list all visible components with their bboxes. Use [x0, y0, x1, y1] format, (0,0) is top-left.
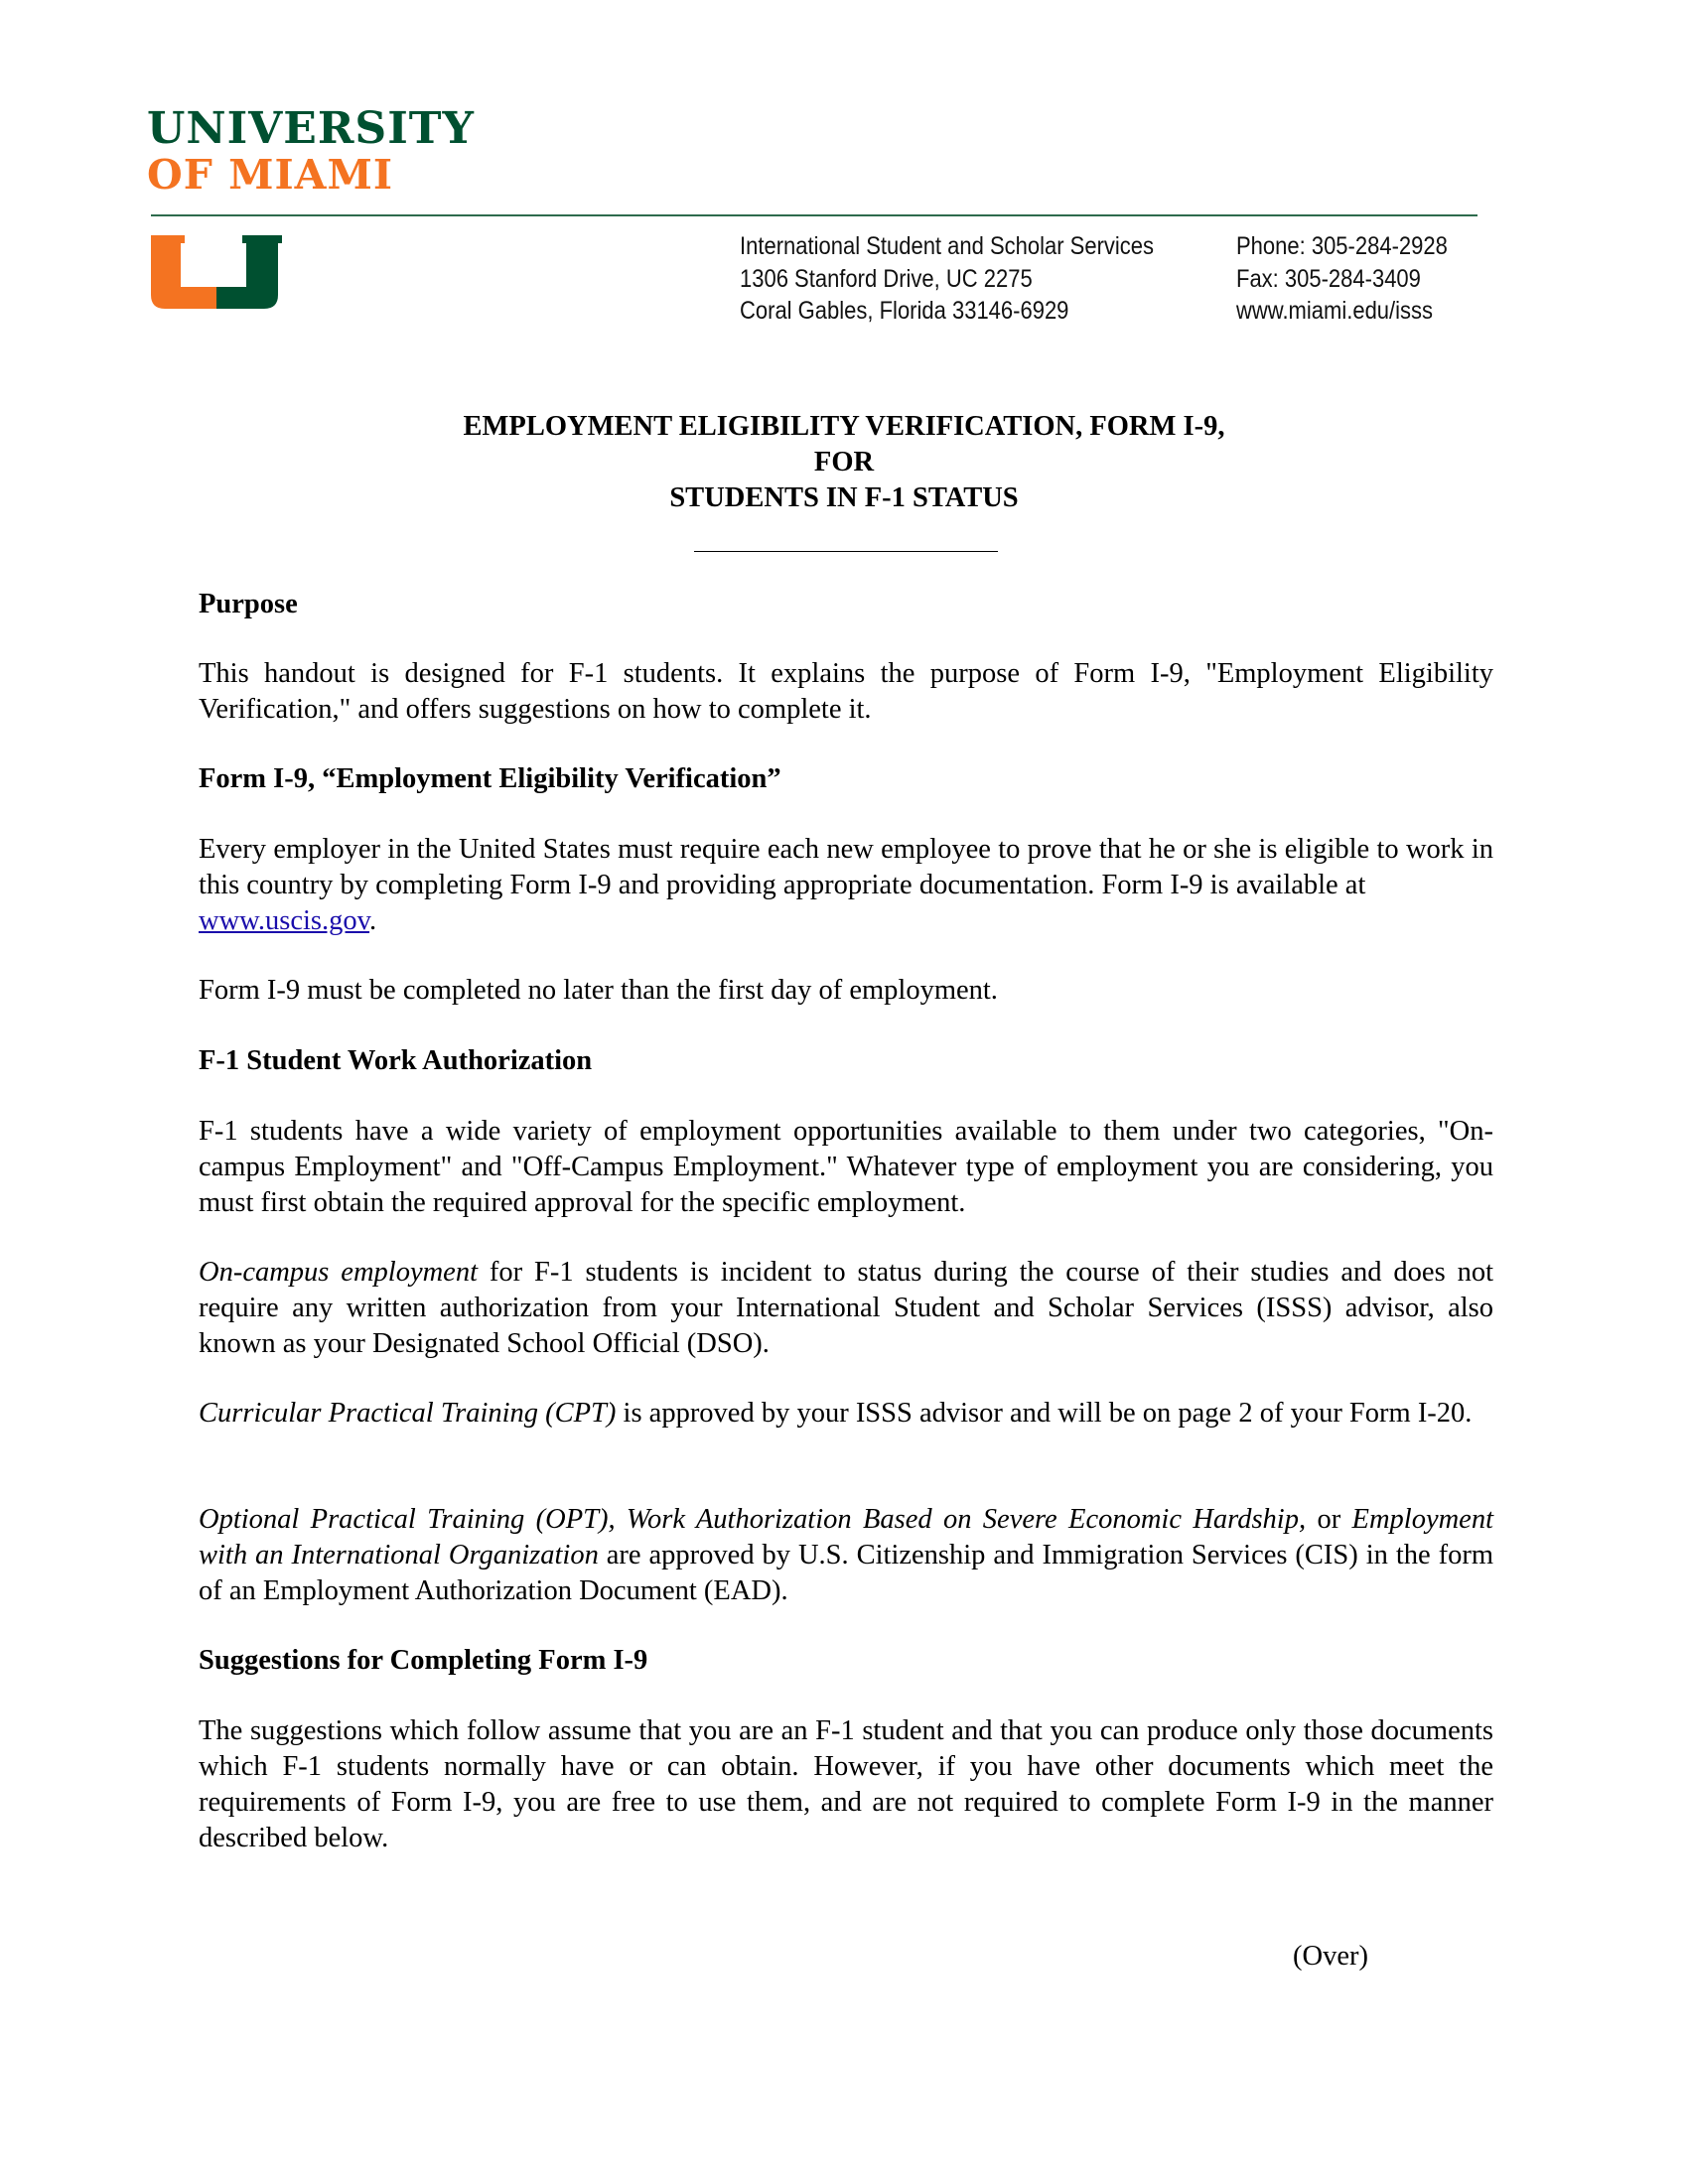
document-title	[0, 409, 1688, 516]
work-auth-paragraph: F-1 students have a wide variety of employment opportunities available to them under two categories, "On-campus Employment" and "Off-Campus Employment." Whatever type of employment you are considering, you must first obtain the required approval for the specific employment.	[199, 1116, 1493, 1218]
section-form-i9	[199, 761, 1493, 797]
cpt-text: is approved by your ISSS advisor and will be on page 2 of your Form I-20.	[616, 1398, 1473, 1429]
cpt-term: Curricular Practical Training (CPT)	[199, 1398, 617, 1429]
opt-paragraph	[199, 1502, 1493, 1609]
office-address-block	[740, 230, 1154, 328]
form-i9-deadline: Form I-9 must be completed no later than the first day of employment.	[199, 975, 998, 1006]
title-line-2: FOR	[813, 447, 875, 478]
suggestions-paragraph-block	[199, 1713, 1493, 1856]
section-purpose	[199, 587, 1493, 622]
office-city: Coral Gables, Florida 33146-6929	[740, 297, 1069, 325]
section-work-authorization	[199, 1043, 1493, 1079]
opt-text: are approved by U.S. Citizenship and Immigration Services (CIS) in the form of an Employment Authorization Document (EAD).	[199, 1540, 1493, 1606]
uscis-link[interactable]: www.uscis.gov	[199, 905, 370, 936]
form-i9-deadline-block	[199, 973, 1493, 1009]
purpose-paragraph: This handout is designed for F-1 students. It explains the purpose of Form I-9, "Employment Eligibility Verification," and offers suggestions on how to complete it.	[199, 658, 1493, 725]
form-i9-paragraph	[199, 832, 1493, 939]
opt-or: or	[1306, 1504, 1352, 1535]
purpose-paragraph-block	[199, 656, 1493, 728]
header-divider	[151, 214, 1477, 216]
phone-number: Phone: 305-284-2928	[1236, 232, 1448, 260]
work-auth-heading: F-1 Student Work Authorization	[199, 1045, 593, 1076]
fax-number: Fax: 305-284-3409	[1236, 264, 1421, 293]
suggestions-heading: Suggestions for Completing Form I-9	[199, 1645, 648, 1676]
contact-info-block	[1236, 230, 1448, 328]
over-page-indicator: (Over)	[1293, 1941, 1368, 1972]
purpose-heading: Purpose	[199, 589, 298, 619]
form-i9-paragraph-text: Every employer in the United States must require each new employee to prove that he or she is eligible to work in this country by completing Form I-9 and providing appropriate documentation. Form I-9 is available at	[199, 834, 1493, 900]
form-i9-paragraph-block	[199, 832, 1493, 939]
oncampus-term: On-campus employment	[199, 1257, 478, 1288]
uscis-link-suffix: .	[369, 905, 377, 936]
university-logo-wordmark	[147, 103, 475, 199]
oncampus-paragraph-block	[199, 1255, 1493, 1362]
logo-line-of-miami: OF MIAMI	[147, 151, 394, 199]
title-underline	[694, 551, 998, 552]
section-suggestions	[199, 1643, 1493, 1679]
u-logo-icon	[151, 235, 282, 309]
opt-term: Optional Practical Training (OPT), Work Authorization Based on Severe Economic Hardship,	[199, 1504, 1307, 1535]
website-address: www.miami.edu/isss	[1236, 297, 1434, 325]
suggestions-paragraph: The suggestions which follow assume that you are an F-1 student and that you can produce only those documents which F-1 students normally have or can obtain. However, if you have other documents which meet the requirements of Form I-9, you are free to use them, and are not required to complete Form I-9 in the manner described below.	[199, 1715, 1493, 1853]
office-street: 1306 Stanford Drive, UC 2275	[740, 264, 1033, 293]
oncampus-paragraph	[199, 1255, 1493, 1362]
office-name: International Student and Scholar Services	[740, 232, 1155, 260]
cpt-paragraph-block	[199, 1396, 1493, 1432]
cpt-paragraph	[199, 1396, 1493, 1432]
work-auth-paragraph-block	[199, 1114, 1493, 1221]
title-line-3: STUDENTS IN F-1 STATUS	[669, 482, 1019, 513]
title-line-1: EMPLOYMENT ELIGIBILITY VERIFICATION, FORM I-9,	[463, 411, 1225, 442]
opt-paragraph-block	[199, 1502, 1493, 1609]
opt-term-2: Employment with an International Organization	[199, 1504, 1493, 1570]
oncampus-text: for F-1 students is incident to status during the course of their studies and does not require any written authorization from your International Student and Scholar Services (ISSS) advisor, also known as your Designated School Official (DSO).	[199, 1257, 1493, 1359]
logo-line-university: UNIVERSITY	[147, 103, 475, 154]
form-i9-heading: Form I-9, “Employment Eligibility Verification”	[199, 763, 781, 794]
